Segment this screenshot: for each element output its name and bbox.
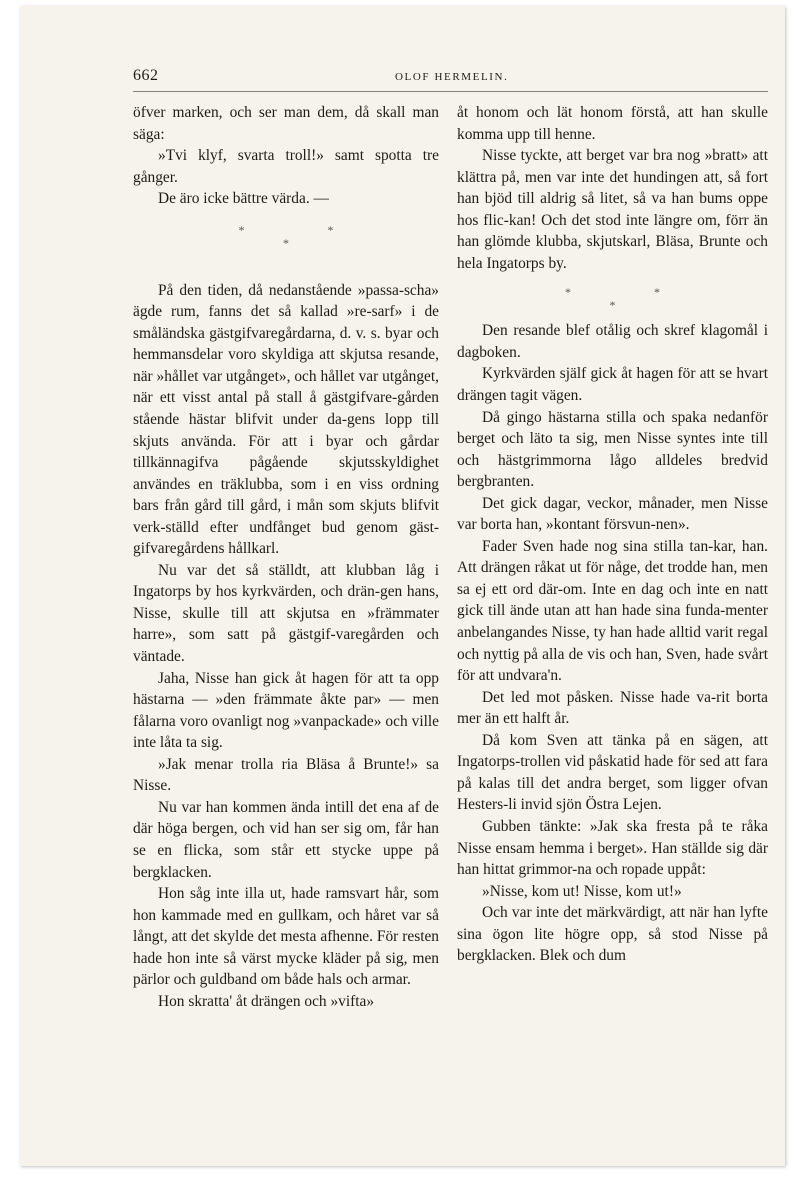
paragraph: Det gick dagar, veckor, månader, men Nisse var borta han, »kontant försvun-nen». <box>457 494 768 534</box>
paragraph: Kyrkvärden själf gick åt hagen för att se hvart drängen tagit vägen. <box>457 365 768 405</box>
section-separator <box>457 286 768 312</box>
separator-star-bottom: * <box>609 298 616 313</box>
section-separator <box>133 224 439 250</box>
paragraph: Fader Sven hade nog sina stilla tan-kar, han. Att drängen råkat ut för någe, det trodde han, men sa ej ett ord där-om. Inte en dag och inte en natt gick till ände utan att han hade sina funda-menter anbelangandes Nisse, ty han hade alltid varit regal och nyttig på alla de vis och han, Sven, hade svårt för att undvara'n. <box>457 537 768 685</box>
paragraph: Nisse tyckte, att berget var bra nog »bratt» att klättra på, men var inte det hundingen att, så fort han bjöd till aldrig så litet, så va han bums oppe hos flic-kan! Och det stod inte längre om, förr än han glömde klubba, skjutskarl, Bläsa, Brunte och hela Ingatorps by. <box>457 147 768 272</box>
paragraph: åt honom och lät honom förstå, att han skulle komma upp till henne. <box>457 104 768 143</box>
paragraph: Då kom Sven att tänka på en sägen, att Ingatorps-trollen vid påskatid hade för sed att fara på kalas till det andra berget, som ligger ofvan Hesters-li invid sjön Östra Lejen. <box>457 731 768 814</box>
separator-stars-top: * * <box>238 222 374 237</box>
left-column <box>133 102 439 1012</box>
page-number: 662 <box>133 67 159 84</box>
paragraph: Nu var det så ställdt, att klubban låg i Ingatorps by hos kyrkvärden, och drän-gen hans, Nisse, skulle till att skjutsa en »främmater harre», som satt på gästgif-varegården och väntade. <box>133 561 439 666</box>
page-header <box>133 67 768 89</box>
paragraph: Jaha, Nisse han gick åt hagen för att ta opp hästarna — »den främmate åkte par» — men fålarna voro ovanligt nog »vanpackade» och ville inte låta ta sig. <box>133 669 439 752</box>
paragraph: Hon såg inte illa ut, hade ramsvart hår, som hon kammade med en gullkam, och håret var så långt, att det skylde det mesta afhenne. För resten hade hon inte så värst mycke kläder på sig, men pärlor och guldband om både hals och armar. <box>133 885 439 989</box>
paragraph: Gubben tänkte: »Jak ska fresta på te råka Nisse ensam hemma i berget». Han ställde sig där han hittat grimmor-na och ropade uppåt: <box>457 817 768 879</box>
paragraph: öfver marken, och ser man dem, då skall man säga: <box>133 104 439 143</box>
paragraph: De äro icke bättre värda. — <box>158 190 329 208</box>
header-rule <box>133 91 768 92</box>
paragraph: »Jak menar trolla ria Bläsa å Brunte!» sa Nisse. <box>133 755 439 795</box>
right-column <box>457 102 768 967</box>
separator-star-bottom: * <box>283 235 289 250</box>
paragraph: På den tiden, då nedanstående »passa-scha» ägde rum, fanns det så kallad »re-sarf» i de småländska gästgifvaregårdarna, d. v. s. byar och hemmansdelar voro skyldiga att skjutsa resande, när »hållet var utgånget», och hållet var utgånget, när ett visst antal på stall å gästgifvare-gården stående hästar blifvit under da-gens lopp till skjuts använda. För att i byar och gårdar tillkännagifva pågående skjutsskyldighet användes en träklubba, som i en viss ordning bars från gård till gård, i mån som skjuts blifvit verk-ställd efter undfånget bud genom gäst-gifvaregårdens hållkarl. <box>133 281 439 558</box>
paragraph: Nu var han kommen ända intill det ena af de där höga bergen, och vid han ser sig om, får han se en flicka, som står ett stycke uppe på bergklacken. <box>133 798 439 881</box>
paragraph: Då gingo hästarna stilla och spaka nedanför berget och läto ta sig, men Nisse syntes inte till och hästgrimmorna lågo alldeles bredvid bergbranten. <box>457 408 768 491</box>
paragraph: Hon skratta' åt drängen och »vifta» <box>158 992 375 1010</box>
paragraph: Den resande blef otålig och skref klagomål i dagboken. <box>457 322 768 361</box>
separator-stars-top: * * <box>565 285 700 300</box>
paragraph: Och var inte det märkvärdigt, att när han lyfte sina ögon lite högre opp, så stod Nisse på bergklacken. Blek och dum <box>457 904 768 965</box>
paragraph: Det led mot påsken. Nisse hade va-rit borta mer än ett halft år. <box>457 688 768 728</box>
paragraph: »Tvi klyf, svarta troll!» samt spotta tre gånger. <box>133 147 439 186</box>
paragraph: »Nisse, kom ut! Nisse, kom ut!» <box>482 882 682 900</box>
running-head: OLOF HERMELIN. <box>395 71 509 83</box>
